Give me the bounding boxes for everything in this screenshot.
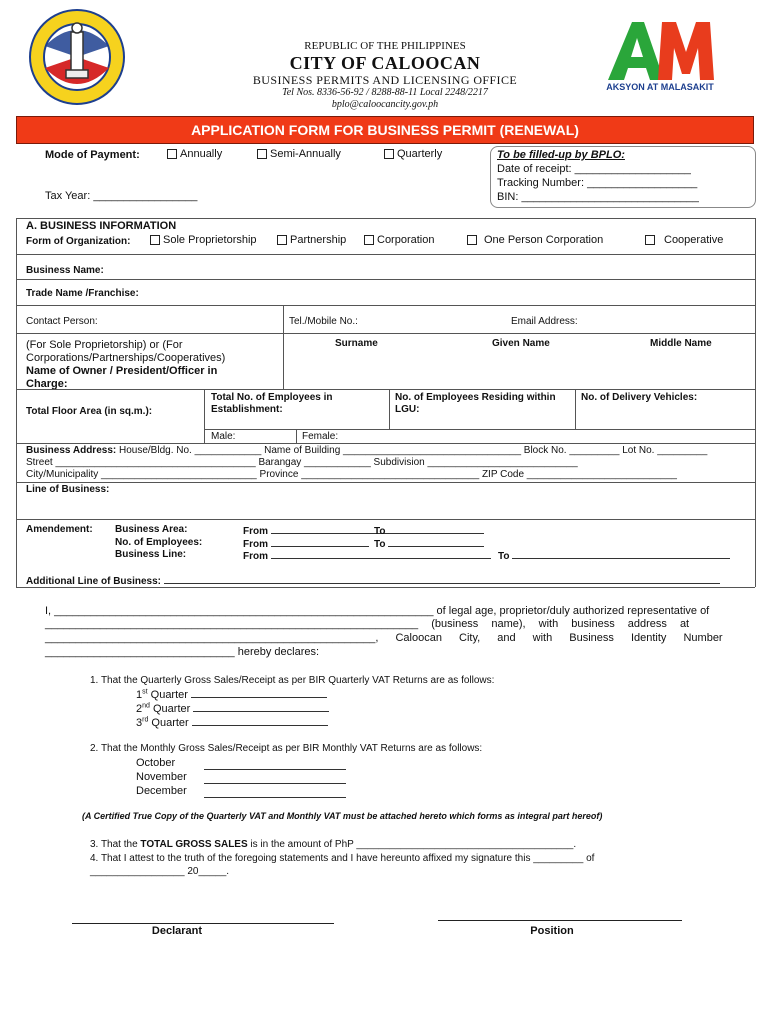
tgs-amount-field[interactable]: is in the amount of PhP _______________________________________. xyxy=(247,839,577,850)
divider xyxy=(16,305,755,306)
line-to xyxy=(498,549,730,562)
table-right-border xyxy=(755,218,756,587)
surname-label: Surname xyxy=(335,338,378,349)
line-of-business-label: Line of Business: xyxy=(26,484,110,495)
floor-area-label: Total Floor Area (in sq.m.): xyxy=(26,406,153,417)
coop-checkbox[interactable] xyxy=(645,235,655,245)
divider xyxy=(204,389,205,443)
opc-checkbox[interactable] xyxy=(467,235,477,245)
quarter-word: Quarter xyxy=(152,703,191,715)
org-sole[interactable] xyxy=(150,234,257,246)
org-corporation[interactable] xyxy=(364,234,434,246)
tax-year-field[interactable]: Tax Year: _________________ xyxy=(45,190,198,202)
emp-from-input[interactable] xyxy=(271,537,369,547)
annually-checkbox[interactable] xyxy=(167,149,177,159)
line-to-input[interactable] xyxy=(512,549,730,559)
declaration-line2[interactable]: _____________________________________________________________ (business name), with business address at xyxy=(45,618,690,630)
divider xyxy=(575,389,576,429)
opc-label: One Person Corporation xyxy=(484,234,604,246)
owner-label: Name of Owner / President/Officer in Charge: xyxy=(26,365,218,390)
semi-annually-checkbox[interactable] xyxy=(257,149,267,159)
certified-copy-note: (A Certified True Copy of the Quarterly VAT and Monthly VAT must be attached hereto which forms as integral part hereof) xyxy=(82,811,603,821)
section-a-title: A. BUSINESS INFORMATION xyxy=(26,220,177,232)
declaration-line4[interactable]: _______________________________ hereby declares: xyxy=(45,646,320,658)
contact-person-label: Contact Person: xyxy=(26,316,98,327)
to-label: To xyxy=(374,526,386,537)
area-to-input[interactable] xyxy=(388,524,484,534)
payment-mode-label: Mode of Payment: xyxy=(45,149,140,161)
quarterly-intro: 1. That the Quarterly Gross Sales/Receipt as per BIR Quarterly VAT Returns are as follows: xyxy=(90,675,495,686)
tracking-number[interactable]: Tracking Number: __________________ xyxy=(497,177,698,189)
business-line-label: Business Line: xyxy=(115,549,187,560)
attest-line1[interactable]: 4. That I attest to the truth of the foregoing statements and I have hereunto affixed my signature this _________ of xyxy=(90,853,595,864)
total-gross-sales xyxy=(90,839,576,850)
form-title: APPLICATION FORM FOR BUSINESS PERMIT (RENEWAL) xyxy=(191,122,579,138)
quarter-word: Quarter xyxy=(151,717,189,729)
tgs-prefix: 3. That the xyxy=(90,839,141,850)
from-label: From xyxy=(243,551,268,562)
q3-suffix: rd xyxy=(142,716,149,724)
annually-label: Annually xyxy=(180,148,223,160)
org-label: Form of Organization: xyxy=(26,236,131,247)
third-quarter xyxy=(136,716,328,729)
emp-to-input[interactable] xyxy=(388,537,484,547)
residing-label: No. of Employees Residing within LGU: xyxy=(395,392,556,415)
office-name: BUSINESS PERMITS AND LICENSING OFFICE xyxy=(252,73,518,87)
business-address-line1 xyxy=(26,445,707,456)
q2-number: 2 xyxy=(136,703,143,715)
email-address-label: Email Address: xyxy=(511,316,578,327)
trade-name-label: Trade Name /Franchise: xyxy=(26,288,139,299)
sole-label: Sole Proprietorship xyxy=(163,234,257,246)
bplo-title: To be filled-up by BPLO: xyxy=(497,149,625,161)
corporation-label: Corporation xyxy=(377,234,435,246)
q2-input[interactable] xyxy=(193,702,329,712)
org-cooperative[interactable] xyxy=(645,234,723,246)
divider xyxy=(283,305,284,333)
declaration-line3[interactable]: ______________________________________________________, Caloocan City, and with Business Identity Number xyxy=(45,632,723,644)
monthly-intro: 2. That the Monthly Gross Sales/Receipt as per BIR Monthly VAT Returns are as follows: xyxy=(90,743,483,754)
employees-label: Total No. of Employees in Establishment: xyxy=(211,392,333,415)
december-input[interactable] xyxy=(204,788,346,798)
q2-suffix: nd xyxy=(142,702,150,710)
divider xyxy=(16,587,755,588)
bin-field[interactable]: BIN: _____________________________ xyxy=(497,191,699,203)
amendment-label: Amendement: xyxy=(26,524,93,535)
october-input[interactable] xyxy=(204,760,346,770)
partnership-label: Partnership xyxy=(290,234,347,246)
quarterly-checkbox[interactable] xyxy=(384,149,394,159)
divider xyxy=(16,443,755,444)
to-label: To xyxy=(374,539,386,550)
coop-label: Cooperative xyxy=(664,234,724,246)
male-label: Male: xyxy=(211,431,236,442)
q3-number: 3 xyxy=(136,717,143,729)
divider xyxy=(16,218,755,219)
divider xyxy=(16,389,755,390)
org-partnership[interactable] xyxy=(277,234,346,246)
additional-line-label: Additional Line of Business: xyxy=(26,576,162,587)
business-name-label: Business Name: xyxy=(26,265,104,276)
semi-annually-label: Semi-Annually xyxy=(270,148,341,160)
owner-note: (For Sole Proprietorship) or (For Corporations/Partnerships/Cooperatives) xyxy=(26,339,226,364)
declarant-label: Declarant xyxy=(151,925,203,937)
divider xyxy=(16,333,755,334)
female-label: Female: xyxy=(302,431,339,442)
position-signature-line[interactable] xyxy=(438,920,682,921)
second-quarter xyxy=(136,702,329,715)
given-name-label: Given Name xyxy=(492,338,550,349)
divider xyxy=(16,482,755,483)
divider xyxy=(16,254,755,255)
divider xyxy=(283,333,284,389)
email-line: bplo@caloocancity.gov.ph xyxy=(331,99,439,110)
attest-line2[interactable]: _________________ 20_____. xyxy=(90,866,230,877)
additional-line-input[interactable] xyxy=(164,574,720,584)
tgs-bold: TOTAL GROSS SALES xyxy=(140,839,248,850)
line-from-input[interactable] xyxy=(271,549,491,559)
q1-number: 1 xyxy=(136,689,143,701)
address-line1-fields[interactable]: House/Bldg. No. ____________ Name of Building ________________________________ Block No. _________ Lot No. _________ xyxy=(119,445,708,456)
tel-mobile-label: Tel./Mobile No.: xyxy=(289,316,358,327)
additional-line xyxy=(26,574,720,587)
first-quarter xyxy=(136,688,327,701)
quarterly-label: Quarterly xyxy=(397,148,443,160)
november-input[interactable] xyxy=(204,774,346,784)
declarant-signature-line[interactable] xyxy=(72,923,334,924)
position-label: Position xyxy=(530,925,574,937)
business-area-label: Business Area: xyxy=(115,524,188,535)
partnership-checkbox[interactable] xyxy=(277,235,287,245)
area-to xyxy=(374,524,484,537)
declaration-line1[interactable]: I, ______________________________________________________________ of legal age, proprietor/duly authorized representative of xyxy=(45,605,710,617)
from-label: From xyxy=(243,526,268,537)
divider xyxy=(16,519,755,520)
am-logo xyxy=(604,18,716,98)
logo-caption: AKSYON AT MALASAKIT xyxy=(606,82,714,92)
telephone-line: Tel Nos. 8336-56-92 / 8288-88-11 Local 2248/2217 xyxy=(282,87,488,98)
business-address-line3[interactable]: City/Municipality ____________________________ Province ________________________________ ZIP Code ___________________________ xyxy=(26,469,677,480)
org-opc[interactable] xyxy=(467,234,603,246)
city-name: CITY OF CALOOCAN xyxy=(289,53,481,73)
payment-semi-annually[interactable] xyxy=(257,148,341,160)
q1-suffix: st xyxy=(142,688,148,696)
line-from xyxy=(243,549,491,562)
payment-annually[interactable] xyxy=(167,148,222,160)
area-from xyxy=(243,524,393,537)
october-label: October xyxy=(136,757,176,769)
payment-quarterly[interactable] xyxy=(384,148,442,160)
republic-line: REPUBLIC OF THE PHILIPPINES xyxy=(304,40,466,52)
date-of-receipt[interactable]: Date of receipt: ___________________ xyxy=(497,163,691,175)
middle-name-label: Middle Name xyxy=(650,338,712,349)
quarter-word: Quarter xyxy=(150,689,188,701)
form-title-bar xyxy=(16,116,754,144)
q3-input[interactable] xyxy=(192,716,328,726)
to-label: To xyxy=(498,551,510,562)
divider xyxy=(296,429,297,443)
delivery-vehicles-label: No. of Delivery Vehicles: xyxy=(581,392,698,403)
november-label: November xyxy=(136,771,187,783)
divider xyxy=(389,389,390,429)
corporation-checkbox[interactable] xyxy=(364,235,374,245)
december-label: December xyxy=(136,785,187,797)
q1-input[interactable] xyxy=(191,688,327,698)
from-label: From xyxy=(243,539,268,550)
divider xyxy=(16,279,755,280)
table-left-border xyxy=(16,218,17,587)
sole-checkbox[interactable] xyxy=(150,235,160,245)
business-address-line2[interactable]: Street ____________________________________ Barangay ____________ Subdivision ___________________________ xyxy=(26,457,578,468)
num-employees-label: No. of Employees: xyxy=(115,537,203,548)
business-address-label: Business Address: xyxy=(26,445,117,456)
divider xyxy=(204,429,755,430)
